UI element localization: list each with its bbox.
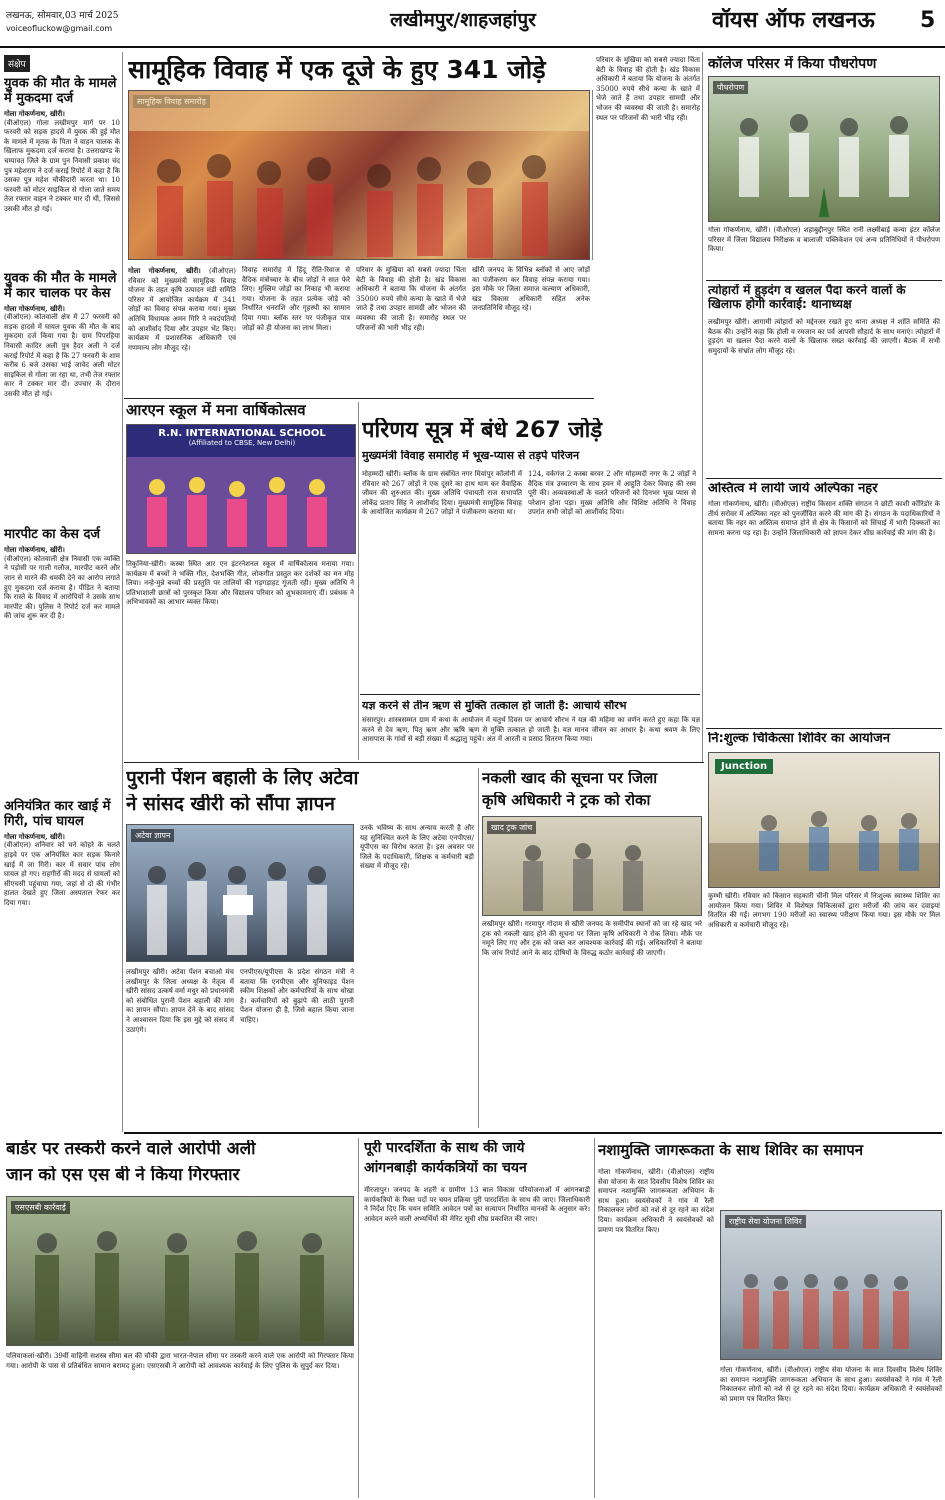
- sidebar: [4, 52, 120, 1132]
- truck-inspection-illustration: [483, 817, 702, 916]
- sidebar-item-body: (वीओएल) कोतवाली क्षेत्र निवासी एक व्यक्ति ने पड़ोसी पर गाली गलौज, मारपीट करने और जान से मारने की धमकी देने का आरोप लगाते हुए मुकदमा दर्ज कराया है। पीड़ित ने बताया कि रास्ते के विवाद में आरोपियों ने उसके साथ मारपीट की। पुलिस ने रिपोर्ट दर्ज कर मामले की जांच शुरू कर दी है।: [4, 554, 120, 621]
- college-photo-label: पौधरोपण: [713, 81, 748, 94]
- school-body: तिकुनिया-खीरी। कस्बा स्थित आर एन इंटरनेशनल स्कूल में वार्षिकोत्सव मनाया गया। कार्यक्रम में बच्चों ने भक्ति गीत, देशभक्ति गीत, लोकगीत प्रस्तुत कर दर्शकों का मन मोह लिया। नन्हे-मुन्ने बच्चों की प्रस्तुति पर तालियों की गड़गड़ाहट गूंजती रही। मुख्य अतिथि ने प्रतिभाशाली छात्रों को पुरस्कृत किया और विद्यालय परिवार को शुभकामनाएं दीं। प्रबंधक ने अभिभावकों का आभार व्यक्त किया।: [126, 560, 354, 607]
- lead-col-2: विवाह समारोह में हिंदू रीति-रिवाज से वैदिक मंत्रोच्चार के बीच जोड़ों ने सात फेरे लिए। मुस्लिम जोड़ों का निकाह भी कराया गया। योजना के तहत प्रत्येक जोड़े को निर्धारित धनराशि और गृहस्थी का सामान दिया गया। ब्लॉक स्तर पर पंजीकृत पात्र जोड़ों को ही योजना का लाभ मिला।: [242, 266, 350, 332]
- sidebar-item-dateline: गोला गोकर्णनाथ, खीरी।: [4, 831, 65, 841]
- sidebar-item-body: (वीओएल) गोला लखीमपुर मार्ग पर 10 फरवरी को सड़क हादसे में युवक की हुई मौत के मामले में मृतक के पिता ने वाहन चालक के खिलाफ मुकदमा दर्ज कराया है। उत्तराखण्ड के चम्पावत जिले के ग्राम पुन निवासी प्रकाश चंद पुत्र महेशराम ने दर्ज कराई रिपोर्ट में कहा है कि उसका पुत्र महेश चौकीदारी करता था। 10 फरवरी को मोटर साइकिल से गोला जाते समय तेज रफ्तार वाहन ने टक्कर मार दी थी, जिससे उसकी मौत हो गई।: [4, 118, 120, 213]
- fert-photo: [482, 816, 702, 916]
- festival-headline: त्योहारों में हुड़दंग व खलल पैदा करने वालों के खिलाफ होगी कार्रवाई: थानाध्यक्ष: [708, 284, 906, 311]
- wedding-subhead: मुख्यमंत्री विवाह समारोह में भूख-प्यास से तड़पे परिजन: [362, 450, 580, 462]
- nasha-photo-label: राष्ट्रीय सेवा योजना शिविर: [725, 1215, 806, 1228]
- pension-photo-label: अटेवा ज्ञापन: [131, 829, 174, 842]
- sidebar-tag: संक्षेप: [4, 55, 30, 72]
- school-banner: [127, 425, 356, 457]
- nasha-photo: [720, 1210, 942, 1360]
- fert-headline-2: कृषि अधिकारी ने ट्रक को रोका: [482, 792, 651, 809]
- yagya-body: संसारपुर। शास्त्रसम्मत ग्राम में कथा के आयोजन में चतुर्थ दिवस पर आचार्य सौरभ ने यज्ञ की महिमा का वर्णन करते हुए कहा कि यज्ञ करने से देव ऋण, पितृ ऋण और ऋषि ऋण से मुक्ति तत्काल हो जाती है। यज्ञ मानव जीवन का आधार है। कथा श्रवण के लिए आसपास के गांवों से बड़ी संख्या में श्रद्धालु पहुंचे। अंत में आरती व प्रसाद वितरण किया गया।: [362, 716, 700, 744]
- sidebar-item: [4, 271, 120, 522]
- health-signboard: Junction: [715, 759, 773, 774]
- sidebar-item-headline: युवक की मौत के मामले में मुकदमा दर्ज: [4, 76, 117, 106]
- sidebar-item-headline: अनियंत्रित कार खाई में गिरी, पांच घायल: [4, 798, 111, 829]
- lead-col1-text: (वीओएल) रविवार को मुख्यमंत्री सामूहिक विवाह योजना के तहत कृषि उत्पादन मंडी समिति परिसर में आयोजित कार्यक्रम में 341 जोड़ों का विवाह संपन्न कराया गया। मुख्य अतिथि विधायक अमन गिरि ने नवदंपतियों को आशीर्वाद दिया और उपहार भेंट किए। कार्यक्रम में प्रशासनिक अधिकारी एवं गणमान्य लोग मौजूद रहे।: [128, 267, 236, 352]
- border-headline-1: बार्डर पर तस्करी करने वाले आरोपी अली: [6, 1140, 256, 1159]
- lead-col-1: [128, 266, 236, 394]
- anganwadi-headline-2: आंगनबाड़ी कार्यकत्रियों का चयन: [364, 1160, 527, 1176]
- camp-illustration: [721, 1211, 942, 1360]
- border-body: पलियाकलां-खीरी। 39वीं वाहिनी सशस्त्र सीमा बल की चौकी द्वारा भारत-नेपाल सीमा पर तस्करी करने वाले एक आरोपी को गिरफ्तार किया गया। आरोपी के पास से प्रतिबंधित सामान बरामद हुआ। एसएसबी ने आरोपी को आवश्यक कार्रवाई के लिए पुलिस के सुपुर्द कर दिया।: [6, 1352, 354, 1370]
- wedding-headline: परिणय सूत्र में बंधे 267 जोड़े: [362, 418, 603, 443]
- anganwadi-headline-1: पूरी पारदर्शिता के साथ की जाये: [364, 1140, 525, 1156]
- fert-body: लखीमपुर खीरी। गरमापुर गोदाम से खीरी जनपद के समीपीय स्थानों को जा रहे खाद भरे ट्रक को नकली खाद होने की सूचना पर जिला कृषि अधिकारी ने रोक लिया। मौके पर नमूने लिए गए और ट्रक को जब्त कर आवश्यक कार्रवाई की गई। अधिकारियों ने बताया कि जांच रिपोर्ट आने के बाद दोषियों के विरुद्ध कठोर कार्रवाई की जाएगी।: [482, 920, 702, 957]
- masthead-section-title: लखीमपुर/शाहजहांपुर: [390, 10, 536, 31]
- nasha-body-cont: गोला गोकर्णनाथ, खीरी। (वीओएल) राष्ट्रीय सेवा योजना के सात दिवसीय विशेष शिविर का समापन नशामुक्ति जागरूकता अभियान के साथ हुआ। स्वयंसेवकों ने गांव में रैली निकालकर लोगों को नशे से दूर रहने का संदेश दिया। कार्यक्रम अधिकारी ने स्वयंसेवकों को प्रमाण पत्र वितरित किए।: [720, 1366, 942, 1403]
- wedding-col-1: मोहम्मदी खीरी। ब्लॉक के ग्राम संबंधित नगर मियांपुर कॉलोनी में रविवार को 267 जोड़ों ने एक दूसरे का हाथ थाम कर वैवाहिक जीवन की शुरुआत की। मुख्य अतिथि पंचायती राज सभापति लोकेंद्र प्रताप सिंह ने आशीर्वाद दिया। मुख्यमंत्री सामूहिक विवाह के आयोजित कार्यक्रम में 267 जोड़ों ने पंजीकरण कराया था।: [362, 470, 522, 517]
- canal-body: गोला गोकर्णनाथ, खीरी। (वीओएल) राष्ट्रीय किसान शक्ति संगठन ने छोटी काशी कॉरिडोर के तीर्थ सरोवर में अल्पिका नहर को पुनर्जीवित करने की मांग की है। संगठन के पदाधिकारियों ने बताया कि नहर का अस्तित्व समाप्त होने से क्षेत्र के किसानों को सिंचाई में भारी दिक्कतों का सामना करना पड़ रहा है। उन्होंने जिलाधिकारी को ज्ञापन देकर शीघ्र कार्रवाई की मांग की है।: [708, 500, 940, 537]
- masthead-date: लखनऊ, सोमवार,03 मार्च 2025: [6, 11, 119, 21]
- lead-headline: सामूहिक विवाह में एक दूजे के हुए 341 जोड़े: [128, 56, 546, 84]
- lead-photo: [128, 90, 590, 260]
- sidebar-item: [4, 527, 120, 793]
- lead-col-4: खीरी जनपद के विभिन्न ब्लॉकों से आए जोड़ों का पंजीकरण कर विवाह संपन्न कराया गया। इस मौके पर जिला समाज कल्याण अधिकारी, खंड विकास अधिकारी सहित अनेक जनप्रतिनिधि मौजूद रहे।: [472, 266, 590, 313]
- fert-photo-label: खाद ट्रक जांच: [487, 821, 536, 834]
- nasha-headline: नशामुक्ति जागरूकता के साथ शिविर का समापन: [598, 1142, 864, 1159]
- performers-illustration: [127, 457, 356, 554]
- college-body: गोला गोकर्णनाथ, खीरी। (वीओएल) शहाबुद्दीनपुर स्थित रानी लक्ष्मीबाई कन्या इंटर कॉलेज परिसर में जिला विद्यालय निरीक्षक व बालाजी पब्लिकेशन एवं अन्य प्रतिनिधियों ने पौधरोपण किया।: [708, 226, 940, 254]
- plantation-illustration: [709, 77, 940, 222]
- memorandum-illustration: [127, 825, 354, 962]
- sidebar-item-body: (वीओएल) कोतवाली क्षेत्र में 27 फरवरी को सड़क हादसे में घायल युवक की मौत के बाद मुकदमा दर्ज किया गया है। ग्राम पिपरहिया निवासी कादिर अली पुत्र हैदर अली ने दर्ज कराई रिपोर्ट में कहा है कि 27 फरवरी के शाम करीब 6 बजे उसका भाई जावेद अली मोटर साइकिल से गोला जा रहा था, तभी तेज रफ्तार कार ने टक्कर मार दी। उपचार के दौरान उसकी मौत हो गई।: [4, 313, 120, 398]
- masthead: [0, 0, 945, 46]
- health-body: कुम्भी खीरी। रविवार को किसान सहकारी चीनी मिल परिसर में निःशुल्क स्वास्थ्य शिविर का आयोजन किया गया। शिविर में विशेषज्ञ चिकित्सकों द्वारा मरीजों की जांच कर दवाइयां वितरित की गईं। लगभग 190 मरीजों का स्वास्थ्य परीक्षण किया गया। इस मौके पर मिल अधिकारी व कर्मचारी मौजूद रहे।: [708, 892, 940, 929]
- pension-col-1: लखीमपुर खीरी। अटेवा पेंशन बचाओ मंच लखीमपुर के जिला अध्यक्ष के नेतृत्व में खीरी सांसद उत्कर्ष वर्मा मधुर को प्रधानमंत्री को संबोधित पुरानी पेंशन बहाली की मांग का ज्ञापन सौंपा। ज्ञापन देने के बाद सांसद ने आश्वासन दिया कि इस मुद्दे को संसद में उठाएंगे।: [126, 968, 234, 1034]
- sidebar-item: [4, 799, 120, 1092]
- crowd-illustration: [129, 91, 590, 260]
- sidebar-item: [4, 76, 120, 265]
- masthead-paper-title: वॉयस ऑफ लखनऊ: [712, 8, 875, 33]
- soldiers-illustration: [7, 1197, 354, 1346]
- masthead-email: voiceofluckow@gmail.com: [6, 24, 113, 33]
- sidebar-item-dateline: गोला गोकर्णनाथ, खीरी।: [4, 303, 65, 313]
- sidebar-item-body: (वीओएल) शनिवार को घने कोहरे के चलते हाइवे पर एक अनियंत्रित कार सड़क किनारे खाई में जा गिरी। कार में सवार पांच लोग घायल हो गए। राहगीरों की मदद से घायलों को सीएचसी पहुंचाया गया, जहां से दो की गंभीर हालत देखते हुए जिला अस्पताल रेफर कर दिया गया।: [4, 841, 120, 907]
- pension-headline-1: पुरानी पेंशन बहाली के लिए अटेवा: [126, 768, 359, 789]
- health-photo: [708, 752, 940, 888]
- page-number: 5: [920, 8, 936, 33]
- pension-col-3: उनके भविष्य के साथ अन्याय करती है और यह सुनिश्चित करने के लिए अटेवा एनपीएस/यूपीएस का विरोध करता है। इस अवसर पर जिले के पदाधिकारी, शिक्षक व कर्मचारी बड़ी संख्या में मौजूद रहे।: [360, 824, 474, 871]
- health-headline: नि:शुल्क चिकित्सा शिविर का आयोजन: [708, 732, 890, 746]
- clinic-illustration: [709, 753, 940, 888]
- sidebar-item-headline: युवक की मौत के मामले में कार चालक पर केस: [4, 270, 117, 301]
- lead-col-3: परिवार के मुखिया को सबसे ज्यादा चिंता बेटी के विवाह की होती है। खंड विकास अधिकारी ने बताया कि योजना के अंतर्गत 35000 रुपये सीधे कन्या के खाते में भेजे जाते हैं तथा उपहार सामग्री और भोजन की व्यवस्था की जाती है। समारोह स्थल पर परिजनों की भारी भीड़ रही।: [356, 266, 466, 332]
- lead-dateline: गोला गोकर्णनाथ, खीरी।: [128, 266, 201, 275]
- sidebar-item-headline: मारपीट का केस दर्ज: [4, 527, 101, 543]
- fert-headline-1: नकली खाद की सूचना पर जिला: [482, 770, 658, 787]
- sidebar-item-dateline: गोला गोकर्णनाथ, खीरी।: [4, 109, 65, 118]
- border-photo-label: एसएसबी कार्रवाई: [11, 1201, 70, 1214]
- festival-body: लखीमपुर खीरी। आगामी त्योहारों को मद्देनजर रखते हुए थाना अध्यक्ष ने शांति समिति की बैठक की। उन्होंने कहा कि होली व रमजान का पर्व आपसी सौहार्द के साथ मनाएं। त्योहारों में हुड़दंग या खलल पैदा करने वालों के खिलाफ सख्त कार्रवाई की जाएगी। बैठक में सभी समुदायों के संभ्रांत लोग मौजूद रहे।: [708, 318, 940, 355]
- school-photo: [126, 424, 356, 554]
- sidebar-item-dateline: गोला गोकर्णनाथ, खीरी।: [4, 545, 65, 555]
- nasha-body: गोला गोकर्णनाथ, खीरी। (वीओएल) राष्ट्रीय सेवा योजना के सात दिवसीय विशेष शिविर का समापन नशामुक्ति जागरूकता अभियान के साथ हुआ। स्वयंसेवकों ने गांव में रैली निकालकर लोगों को नशे से दूर रहने का संदेश दिया। कार्यक्रम अधिकारी ने स्वयंसेवकों को प्रमाण पत्र वितरित किए।: [598, 1168, 714, 1234]
- pension-headline-2: ने सांसद खीरी को सौंपा ज्ञापन: [126, 794, 335, 815]
- school-banner-name: R.N. INTERNATIONAL SCHOOL: [158, 428, 326, 439]
- pension-photo: [126, 824, 354, 962]
- canal-headline: अस्तित्व में लायी जाये अल्पिका नहर: [708, 482, 878, 496]
- lead-col-5: परिवार के मुखिया को सबसे ज्यादा चिंता बेटी के विवाह की होती है। खंड विकास अधिकारी ने बताया कि योजना के अंतर्गत 35000 रुपये सीधे कन्या के खाते में भेजे जाते हैं तथा उपहार सामग्री और भोजन की व्यवस्था की जाती है। समारोह स्थल पर परिजनों की भारी भीड़ रही।: [596, 56, 700, 122]
- border-photo: [6, 1196, 354, 1346]
- yagya-headline: यज्ञ करने से तीन ऋण से मुक्ति तत्काल हो जाती है: आचार्य सौरभ: [362, 700, 627, 712]
- pension-col-2: एनपीएस/यूपीएस के प्रदेश संगठन मंत्री ने बताया कि एनपीएस और यूनिफाइड पेंशन स्कीम शिक्षकों और कर्मचारियों के साथ धोखा है। कर्मचारियों को बुढ़ापे की लाठी पुरानी पेंशन योजना ही है, जिसे बहाल किया जाना चाहिए।: [240, 968, 354, 1024]
- school-headline: आरएन स्कूल में मना वार्षिकोत्सव: [126, 402, 306, 419]
- college-photo: [708, 76, 940, 222]
- anganwadi-body: मीरजापुर। जनपद के शहरी व ग्रामीण 13 बाल विकास परियोजनाओं में आंगनबाड़ी कार्यकत्रियों के रिक्त पदों पर चयन प्रक्रिया पूरी पारदर्शिता के साथ की जाए। जिलाधिकारी ने निर्देश दिए कि चयन समिति आवेदन पत्रों का सत्यापन निर्धारित मानकों के अनुसार करे। आवेदन करने वाली अभ्यर्थियों की मेरिट सूची शीघ्र प्रकाशित की जाए।: [364, 1186, 590, 1223]
- border-headline-2: जान को एस एस बी ने किया गिरफ्तार: [6, 1166, 240, 1185]
- college-headline: कॉलेज परिसर में किया पौधरोपण: [708, 56, 877, 72]
- wedding-col-2: 124, वर्कगंज 2 कस्बा बरवर 2 और मोहम्मदी नगर के 2 जोड़ों ने वैदिक मंत्र उच्चारण के साथ हवन में आहुति देकर विवाह की रस्म पूरी की। अव्यवस्थाओं के चलते परिजनों को दिनभर भूख प्यास से परेशान होना पड़ा। मुख्य अतिथि और विशिष्ट अतिथि ने विवाह उपरांत सभी जोड़ों को आशीर्वाद दिया।: [528, 470, 696, 517]
- school-banner-sub: (Affiliated to CBSE, New Delhi): [188, 439, 296, 447]
